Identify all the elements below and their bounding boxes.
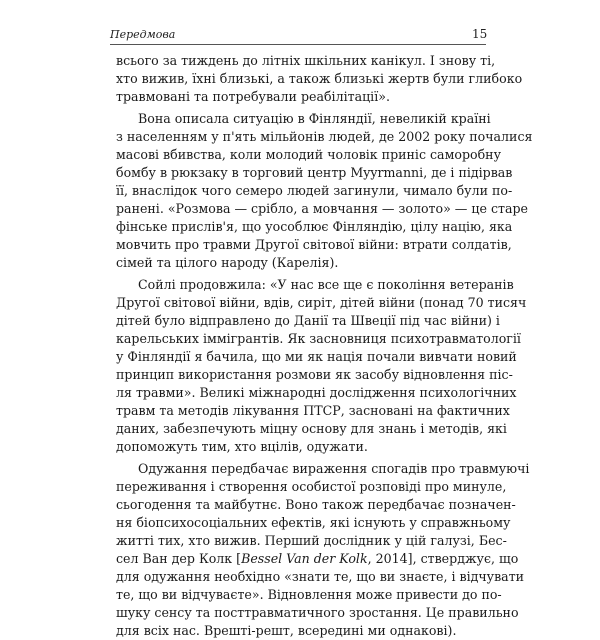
- paragraph: [116, 460, 530, 640]
- text-line: допоможуть тим, хто вцілів, одужати.: [116, 439, 368, 454]
- text-line: травмовані та потребували реабілітації».: [116, 89, 390, 104]
- text-line: переживання і створення особистої розповіді про минуле,: [116, 479, 507, 494]
- text-line: ранені. «Розмова — срібло, а мовчання — золото» — це старе: [116, 201, 528, 216]
- citation-suffix: , 2014], стверджує, що: [367, 551, 519, 566]
- header-rule: [110, 44, 486, 45]
- page-number: 15: [472, 27, 488, 41]
- text-line: бомбу в рюкзаку в торговий центр Myyrmanni, де і підірвав: [116, 165, 513, 180]
- text-line: хто вижив, їхні близькі, а також близькі жертв були глибоко: [116, 71, 523, 86]
- text-line: шуку сенсу та посттравматичного зростання. Це правильно: [116, 605, 519, 620]
- running-head: Передмова: [110, 28, 176, 41]
- text-line: фінське прислів'я, що уособлює Фінляндію, цілу націю, яка: [116, 219, 513, 234]
- text-line: те, що ви відчуваєте». Відновлення може привести до по-: [116, 587, 502, 602]
- text-line: у Фінляндії я бачила, що ми як нація почали вивчати новий: [116, 349, 517, 364]
- paragraph: [116, 110, 533, 272]
- text-line: сьогодення та майбутнє. Воно також передбачає позначен-: [116, 497, 516, 512]
- text-line: мовчить про травми Другої світової війни: втрати солдатів,: [116, 237, 512, 252]
- body-text: [116, 52, 533, 640]
- citation-prefix: сел Ван дер Колк [: [116, 551, 242, 566]
- text-line: з населенням у п'ять мільйонів людей, де 2002 року почалися: [116, 129, 533, 144]
- text-line: масові вбивства, коли молодий чоловік приніс саморобну: [116, 147, 501, 162]
- text-line: житті тих, хто вижив. Перший дослідник у цій галузі, Бес-: [116, 533, 507, 548]
- text-line: Сойлі продовжила: «У нас все ще є покоління ветеранів: [138, 277, 514, 292]
- paragraph: [116, 52, 523, 106]
- text-line: карельських іммігрантів. Як засновниця психотравматології: [116, 331, 521, 346]
- text-line: всього за тиждень до літніх шкільних канікул. І знову ті,: [116, 53, 496, 68]
- text-line: для одужання необхідно «знати те, що ви знаєте, і відчувати: [116, 569, 525, 584]
- text-line: ля травми». Великі міжнародні дослідження психологічних: [116, 385, 517, 400]
- citation-author: Bessel Van der Kolk: [241, 551, 368, 566]
- text-line: даних, забезпечують міцну основу для знань і методів, які: [116, 421, 507, 436]
- text-line: Вона описала ситуацію в Фінляндії, невеликій країні: [138, 111, 491, 126]
- text-line: дітей було відправлено до Данії та Швеції під час війни) і: [116, 313, 500, 328]
- text-line: її, внаслідок чого семеро людей загинули, чимало були по-: [116, 183, 513, 198]
- text-line: принцип використання розмови як засобу відновлення піс-: [116, 367, 513, 382]
- paragraph: [116, 276, 527, 456]
- text-line: сімей та цілого народу (Карелія).: [116, 255, 339, 270]
- text-line: для всіх нас. Врешті-решт, всередині ми однакові).: [116, 623, 457, 638]
- text-line: ня біопсихосоціальних ефектів, які існують у справжньому: [116, 515, 511, 530]
- text-line-with-citation: [116, 550, 519, 568]
- text-line: Одужання передбачає вираження спогадів про травмуючі: [138, 461, 530, 476]
- text-line: Другої світової війни, вдів, сиріт, дітей війни (понад 70 тисяч: [116, 295, 527, 310]
- text-line: травм та методів лікування ПТСР, засновані на фактичних: [116, 403, 510, 418]
